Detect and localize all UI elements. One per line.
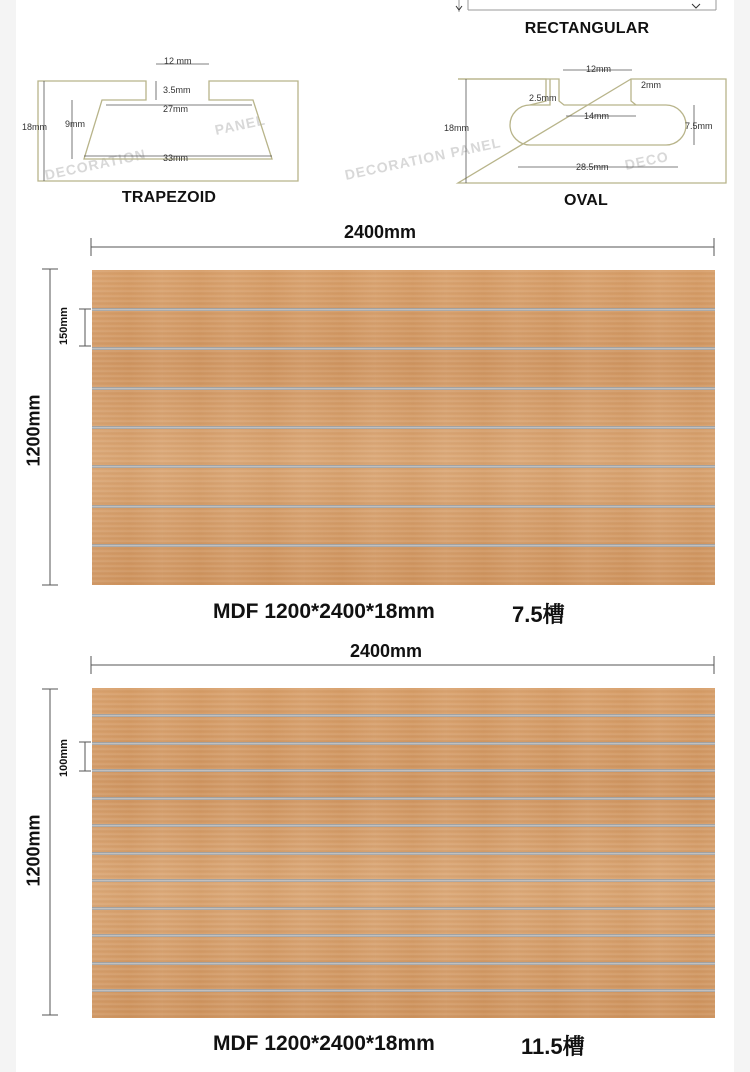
svg-text:33mm: 33mm bbox=[163, 153, 189, 163]
board-1-pitch-label: 150mm bbox=[58, 307, 70, 345]
svg-text:18mm: 18mm bbox=[444, 123, 470, 133]
board-1-slot-count: 7.5槽 bbox=[512, 602, 565, 627]
board-2-height-label: 1200mm bbox=[23, 814, 44, 887]
svg-text:3.5mm: 3.5mm bbox=[163, 85, 191, 95]
board-groove bbox=[92, 962, 715, 965]
board-groove bbox=[92, 824, 715, 827]
svg-text:7.5mm: 7.5mm bbox=[685, 121, 713, 131]
svg-text:9mm: 9mm bbox=[65, 119, 85, 129]
board-groove bbox=[92, 797, 715, 800]
board-groove bbox=[92, 465, 715, 468]
board-groove bbox=[92, 387, 715, 390]
board-1-panel bbox=[92, 270, 715, 585]
oval-profile-drawing bbox=[343, 55, 736, 190]
board-groove bbox=[92, 852, 715, 855]
board-1-height-label: 1200mm bbox=[23, 394, 44, 467]
oval-caption: OVAL bbox=[563, 192, 609, 209]
board-groove bbox=[92, 907, 715, 910]
svg-text:12mm: 12mm bbox=[586, 64, 612, 74]
svg-text:27mm: 27mm bbox=[163, 104, 189, 114]
board-groove bbox=[92, 505, 715, 508]
board-2-width-label: 2400mm bbox=[349, 641, 423, 661]
board-groove bbox=[92, 426, 715, 429]
board-1-caption: MDF 1200*2400*18mm bbox=[213, 600, 435, 623]
svg-text:2.5mm: 2.5mm bbox=[529, 93, 557, 103]
svg-text:14mm: 14mm bbox=[584, 111, 610, 121]
board-2-panel bbox=[92, 688, 715, 1018]
board-groove bbox=[92, 742, 715, 745]
board-groove bbox=[92, 879, 715, 882]
svg-text:DECORATION: DECORATION bbox=[43, 145, 148, 183]
board-2-slot-count: 11.5槽 bbox=[521, 1034, 585, 1059]
board-groove bbox=[92, 544, 715, 547]
svg-text:18mm: 18mm bbox=[22, 122, 48, 132]
board-1-pitch-dimension bbox=[78, 308, 92, 348]
board-groove bbox=[92, 714, 715, 717]
svg-text:DECORATION PANEL: DECORATION PANEL bbox=[343, 134, 503, 183]
board-1-width-label: 2400mm bbox=[343, 222, 417, 242]
svg-text:2mm: 2mm bbox=[641, 80, 661, 90]
rectangular-profile-drawing bbox=[446, 0, 736, 16]
svg-text:28.5mm: 28.5mm bbox=[576, 162, 609, 172]
board-groove bbox=[92, 934, 715, 937]
board-groove bbox=[92, 769, 715, 772]
product-detail-page bbox=[16, 0, 734, 1072]
board-groove bbox=[92, 308, 715, 311]
rectangular-caption: RECTANGULAR bbox=[524, 20, 650, 37]
svg-text:DECO: DECO bbox=[623, 148, 671, 173]
svg-text:PANEL: PANEL bbox=[213, 111, 267, 138]
trapezoid-caption: TRAPEZOID bbox=[121, 189, 217, 206]
board-2-caption: MDF 1200*2400*18mm bbox=[213, 1032, 435, 1055]
board-2-pitch-label: 100mm bbox=[58, 739, 70, 777]
trapezoid-profile-drawing bbox=[16, 50, 316, 190]
svg-text:12 mm: 12 mm bbox=[164, 56, 192, 66]
board-groove bbox=[92, 347, 715, 350]
board-groove bbox=[92, 989, 715, 992]
board-2-pitch-dimension bbox=[78, 741, 92, 773]
